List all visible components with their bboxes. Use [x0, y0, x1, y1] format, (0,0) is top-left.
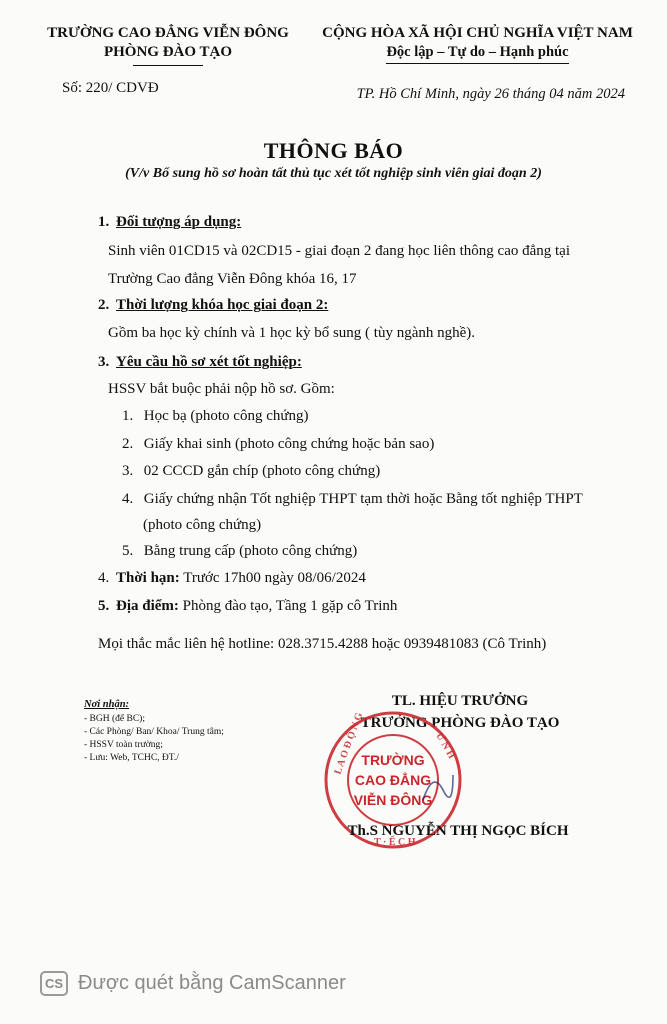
- stamp-line-2: CAO ĐẲNG: [354, 772, 432, 788]
- section-3-heading: 3. Yêu cầu hồ sơ xét tốt nghiệp:: [98, 354, 302, 370]
- section-5: 5. Địa điểm: Phòng đào tạo, Tầng 1 gặp cô Trinh: [98, 598, 398, 614]
- page-title: THÔNG BÁO: [263, 138, 404, 163]
- camscanner-text: Được quét bằng CamScanner: [78, 971, 346, 994]
- national-header: [305, 24, 650, 64]
- signature-title: TL. HIỆU TRƯỞNG TRƯỞNG PHÒNG ĐÀO TẠO: [360, 693, 560, 731]
- section-1-line-2: Trường Cao đẳng Viễn Đông khóa 16, 17: [108, 271, 357, 287]
- section-2-heading: 2. Thời lượng khóa học giai đoạn 2:: [98, 297, 329, 313]
- camscanner-watermark: [40, 971, 346, 996]
- camscanner-icon: CS: [40, 971, 68, 996]
- requirement-item: 1. Học bạ (photo công chứng): [122, 408, 309, 424]
- signer-name: Th.S NGUYỄN THỊ NGỌC BÍCH: [347, 823, 569, 839]
- motto: Độc lập – Tự do – Hạnh phúc: [386, 43, 568, 64]
- svg-text:L A O Đ Ộ N G: L A O Đ Ộ N G: [332, 711, 366, 777]
- stamp-line-1: TRƯỜNG: [361, 752, 425, 768]
- recipient-item: - Lưu: Web, TCHC, ĐT./: [84, 753, 179, 763]
- school-name: TRƯỜNG CAO ĐẲNG VIỄN ĐÔNG: [47, 25, 289, 41]
- recipients-title: Nơi nhận:: [84, 699, 130, 710]
- section-2-line-1: Gồm ba học kỳ chính và 1 học kỳ bổ sung ( tùy ngành nghề).: [108, 325, 476, 341]
- requirement-item-continued: (photo công chứng): [143, 517, 262, 533]
- department-name: PHÒNG ĐÀO TẠO: [103, 44, 233, 60]
- svg-text:Ư N H: Ư N H: [433, 731, 457, 761]
- page-subtitle: (V/v Bổ sung hồ sơ hoàn tất thủ tục xét tốt nghiệp sinh viên giai đoạn 2): [125, 166, 542, 181]
- document-number: Số: 220/ CDVĐ: [62, 80, 159, 96]
- section-3-line-1: HSSV bắt buộc phải nộp hồ sơ. Gồm:: [108, 381, 335, 397]
- recipient-item: - HSSV toàn trường;: [84, 740, 163, 750]
- header-left-underline: [133, 65, 203, 66]
- requirement-item: 2. Giấy khai sinh (photo công chứng hoặc bản sao): [122, 436, 435, 452]
- section-1-heading: 1. Đối tượng áp dụng:: [98, 214, 242, 230]
- school-header: [28, 24, 308, 62]
- requirement-item: 3. 02 CCCD gắn chíp (photo công chứng): [122, 463, 381, 479]
- recipient-item: - BGH (để BC);: [84, 714, 145, 724]
- issue-date: TP. Hồ Chí Minh, ngày 26 tháng 04 năm 2024: [356, 86, 625, 102]
- recipient-item: - Các Phòng/ Ban/ Khoa/ Trung tâm;: [84, 727, 224, 737]
- contact-line: Mọi thắc mắc liên hệ hotline: 028.3715.4288 hoặc 0939481083 (Cô Trinh): [98, 636, 547, 652]
- stamp-line-3: VIỄN ĐÔNG: [353, 792, 433, 808]
- requirement-item: 5. Bằng trung cấp (photo công chứng): [122, 543, 358, 559]
- section-4: 4. Thời hạn: Trước 17h00 ngày 08/06/2024: [98, 570, 366, 586]
- section-1-line-1: Sinh viên 01CD15 và 02CD15 - giai đoạn 2 đang học liên thông cao đẳng tại: [108, 243, 571, 259]
- country-name: CỘNG HÒA XÃ HỘI CHỦ NGHĨA VIỆT NAM: [322, 25, 633, 41]
- requirement-item: 4. Giấy chứng nhận Tốt nghiệp THPT tạm thời hoặc Bằng tốt nghiệp THPT: [122, 491, 583, 507]
- svg-text:T · Ế C H: T · Ế C H: [374, 837, 416, 848]
